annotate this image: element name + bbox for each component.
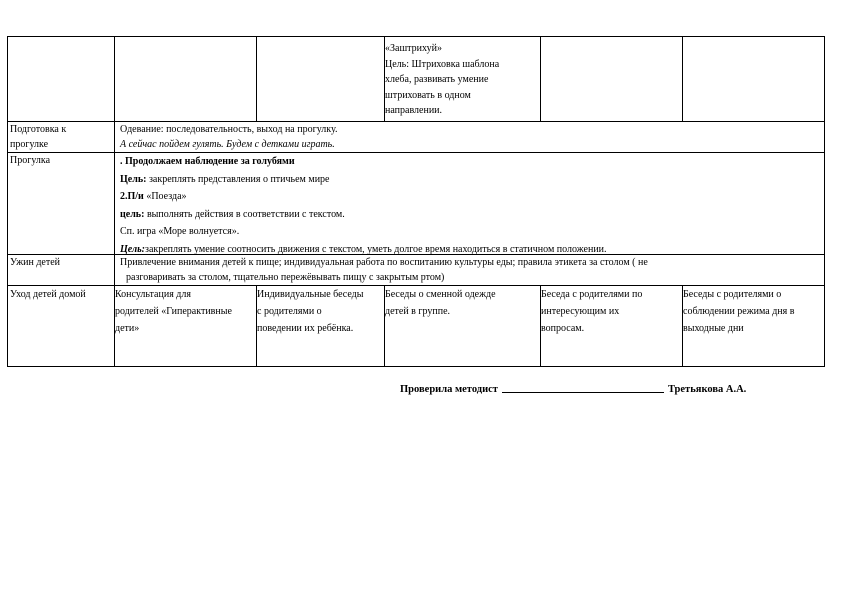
column-divider: [682, 36, 683, 122]
dinner-line: разговаривать за столом, тщательно пережёвывать пищу с закрытым ртом): [126, 272, 445, 283]
leave-line: Консультация для: [115, 289, 191, 300]
activity-goal-line: штриховать в одном: [385, 89, 471, 101]
leave-col-regime: [683, 286, 794, 337]
table-border-left: [7, 36, 8, 367]
table-border-top: [7, 36, 825, 37]
signature-line: [400, 384, 746, 395]
leave-line: Индивидуальные беседы: [257, 289, 364, 300]
signature-name: Третьякова А.А.: [667, 384, 747, 395]
walk-game-1: 2.П/и «Поезда»: [120, 191, 187, 202]
signature-blank: [502, 392, 664, 393]
leave-col-questions: [541, 286, 642, 337]
activity-goal-line: Цель: Штриховка шаблона: [385, 58, 500, 70]
walk-content: [120, 153, 607, 258]
plan-table: [7, 36, 825, 367]
prep-line: Одевание: последовательность, выход на прогулку.: [120, 124, 338, 135]
leave-label: Уход детей домой: [10, 289, 86, 300]
dinner-label: Ужин детей: [10, 257, 60, 268]
leave-line: вопросам.: [541, 323, 585, 334]
walk-goal-1: Цель: закреплять представления о птичьем мире: [120, 173, 330, 185]
prep-line-italic: А сейчас пойдем гулять. Будем с детками играть.: [120, 139, 335, 150]
dinner-line: Привлечение внимания детей к пище; индивидуальная работа по воспитанию культуры еды; правила этикета за столом ( не: [120, 257, 648, 268]
column-divider: [256, 36, 257, 122]
leave-col-consultation: [115, 286, 232, 337]
leave-line: выходные дни: [683, 323, 744, 334]
activity-cell: [385, 41, 499, 119]
activity-goal-line: хлеба, развивать умение: [385, 74, 489, 85]
walk-goal-3: Цель:закреплять умение соотносить движения с текстом, уметь долгое время находиться в статичном положении.: [120, 243, 607, 255]
activity-title: «Заштрихуй»: [385, 43, 442, 54]
leave-line: с родителями о: [257, 306, 322, 317]
dinner-content: [120, 255, 648, 285]
prep-label-line: Подготовка к: [10, 124, 67, 135]
leave-line: детей в группе.: [385, 306, 451, 317]
leave-col-individual: [257, 286, 363, 337]
prep-label: [10, 122, 66, 152]
leave-line: поведении их ребёнка.: [257, 323, 354, 334]
leave-line: Беседа с родителями по: [541, 289, 643, 300]
leave-line: дети»: [115, 323, 140, 334]
leave-line: Беседы о сменной одежде: [385, 289, 496, 300]
leave-line: Беседы с родителями о: [683, 289, 782, 300]
walk-label: Прогулка: [10, 155, 51, 166]
leave-line: родителей «Гиперактивные: [115, 306, 232, 317]
leave-col-clothing: [385, 286, 496, 320]
leave-line: интересующим их: [541, 306, 620, 317]
walk-game-2: Сп. игра «Море волнуется».: [120, 226, 240, 237]
activity-goal-line: направлении.: [385, 105, 443, 116]
walk-observation: . Продолжаем наблюдение за голубями: [120, 156, 295, 167]
signature-label: Проверила методист: [400, 384, 498, 395]
leave-line: соблюдении режима дня в: [683, 306, 795, 317]
prep-content: [120, 122, 337, 152]
table-border-bottom: [7, 366, 825, 367]
table-border-right: [824, 36, 825, 367]
prep-label-line: прогулке: [10, 139, 49, 150]
walk-goal-2: цель: выполнять действия в соответствии с текстом.: [120, 208, 345, 220]
column-divider: [540, 36, 541, 122]
